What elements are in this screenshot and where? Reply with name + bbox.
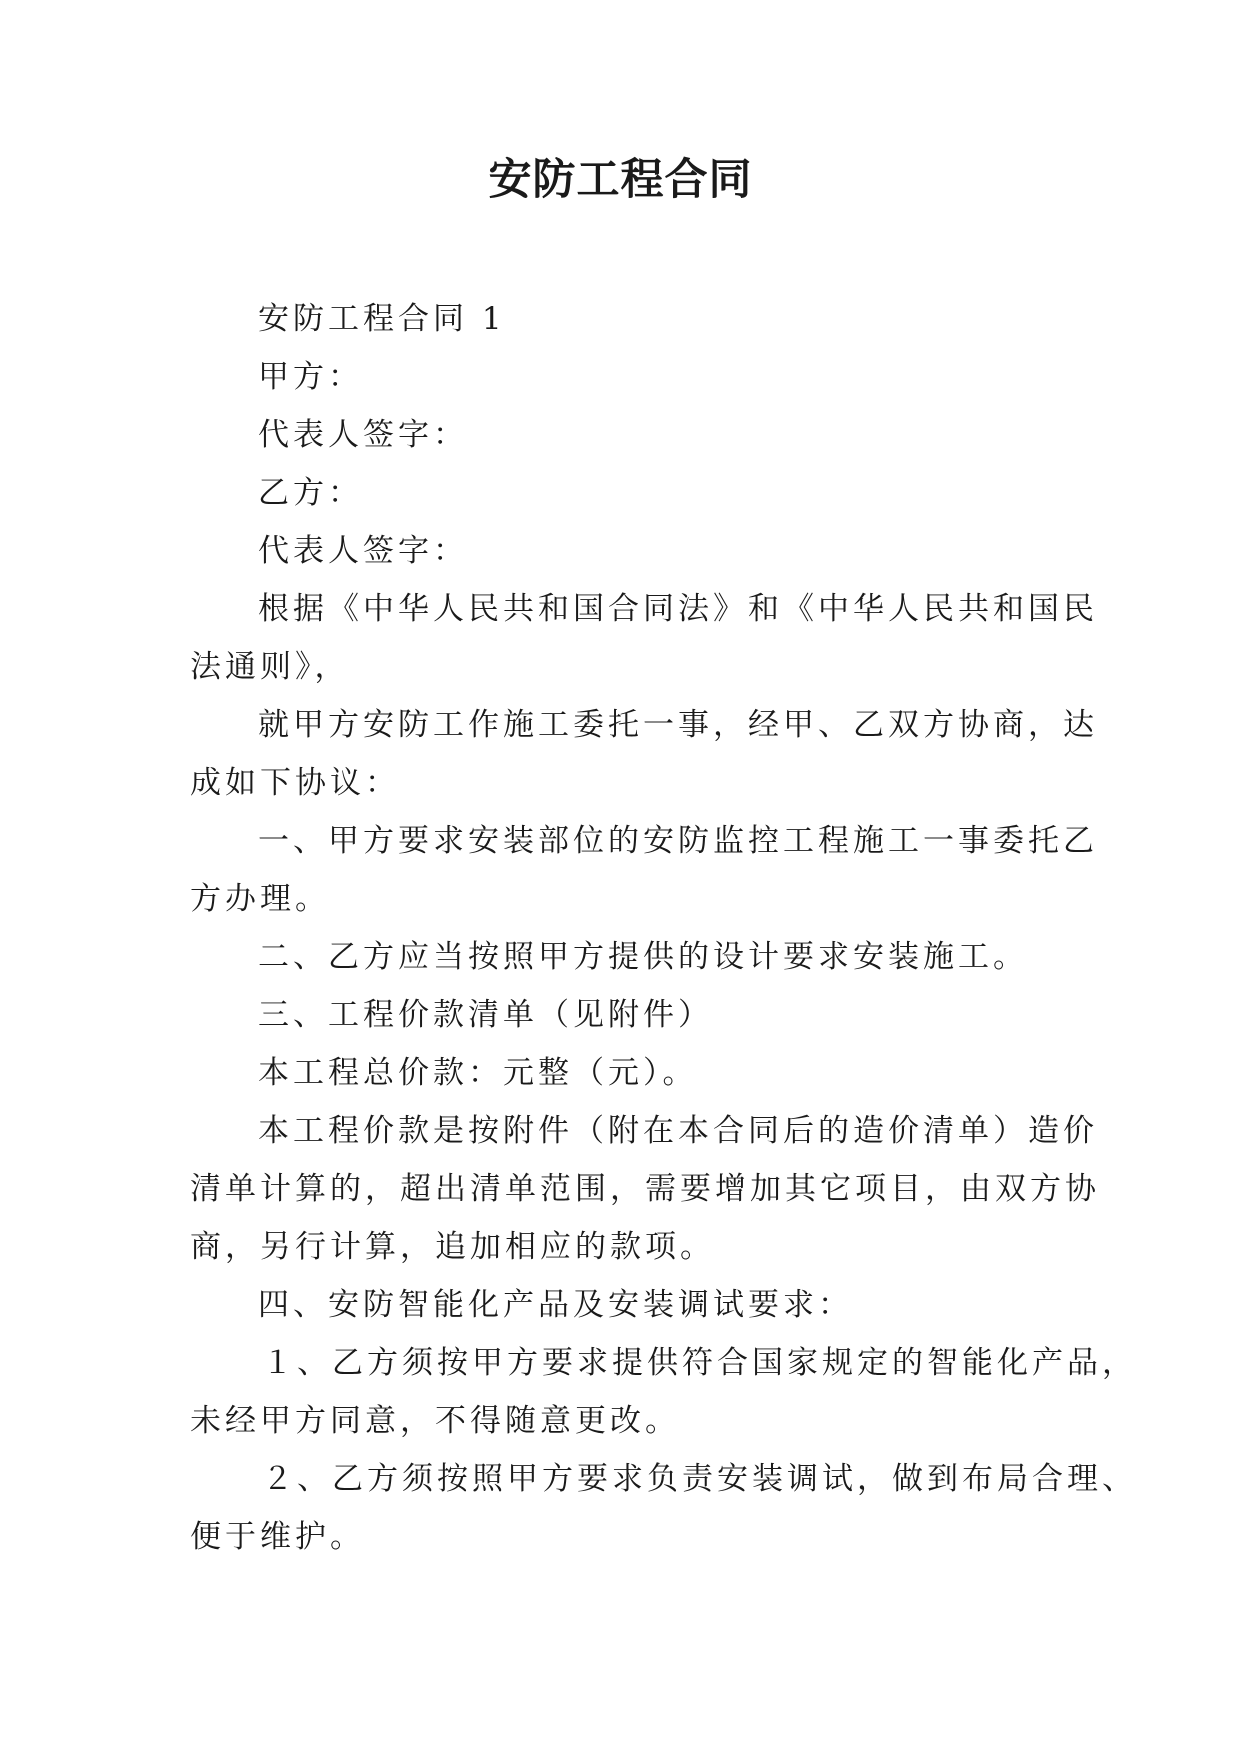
paragraph-line: 本工程价款是按附件（附在本合同后的造价清单）造价 <box>258 1113 1098 1149</box>
paragraph-line: 乙方： <box>258 475 363 511</box>
paragraph-line: 甲方： <box>258 359 363 395</box>
paragraph-line: 一、甲方要求安装部位的安防监控工程施工一事委托乙 <box>258 823 1098 859</box>
document-title: 安防工程合同 <box>488 155 753 205</box>
paragraph-line: 三、工程价款清单（见附件） <box>258 997 713 1033</box>
paragraph-line: 二、乙方应当按照甲方提供的设计要求安装施工。 <box>258 939 1028 975</box>
paragraph-line: 商，另行计算，追加相应的款项。 <box>190 1229 715 1265</box>
paragraph-line: 方办理。 <box>190 881 330 917</box>
paragraph-line: 就甲方安防工作施工委托一事，经甲、乙双方协商，达 <box>258 707 1098 743</box>
paragraph-line: 本工程总价款：元整（元）。 <box>258 1055 698 1091</box>
paragraph-line: 根据《中华人民共和国合同法》和《中华人民共和国民 <box>258 591 1098 627</box>
paragraph-line: 清单计算的，超出清单范围，需要增加其它项目，由双方协 <box>190 1171 1100 1207</box>
paragraph-line: 成如下协议： <box>190 765 400 801</box>
paragraph-line: 未经甲方同意，不得随意更改。 <box>190 1403 680 1439</box>
document-body <box>190 290 1137 1566</box>
paragraph-line: ２、乙方须按照甲方要求负责安装调试，做到布局合理、 <box>262 1461 1137 1497</box>
paragraph-line: 代表人签字： <box>258 417 468 453</box>
paragraph-line: １、乙方须按甲方要求提供符合国家规定的智能化产品， <box>262 1345 1137 1381</box>
paragraph-line: 代表人签字： <box>258 533 468 569</box>
paragraph-line: 安防工程合同 1 <box>258 301 506 337</box>
paragraph-line: 法通则》， <box>190 649 350 685</box>
paragraph-line: 便于维护。 <box>190 1519 365 1555</box>
paragraph-line: 四、安防智能化产品及安装调试要求： <box>258 1287 853 1323</box>
